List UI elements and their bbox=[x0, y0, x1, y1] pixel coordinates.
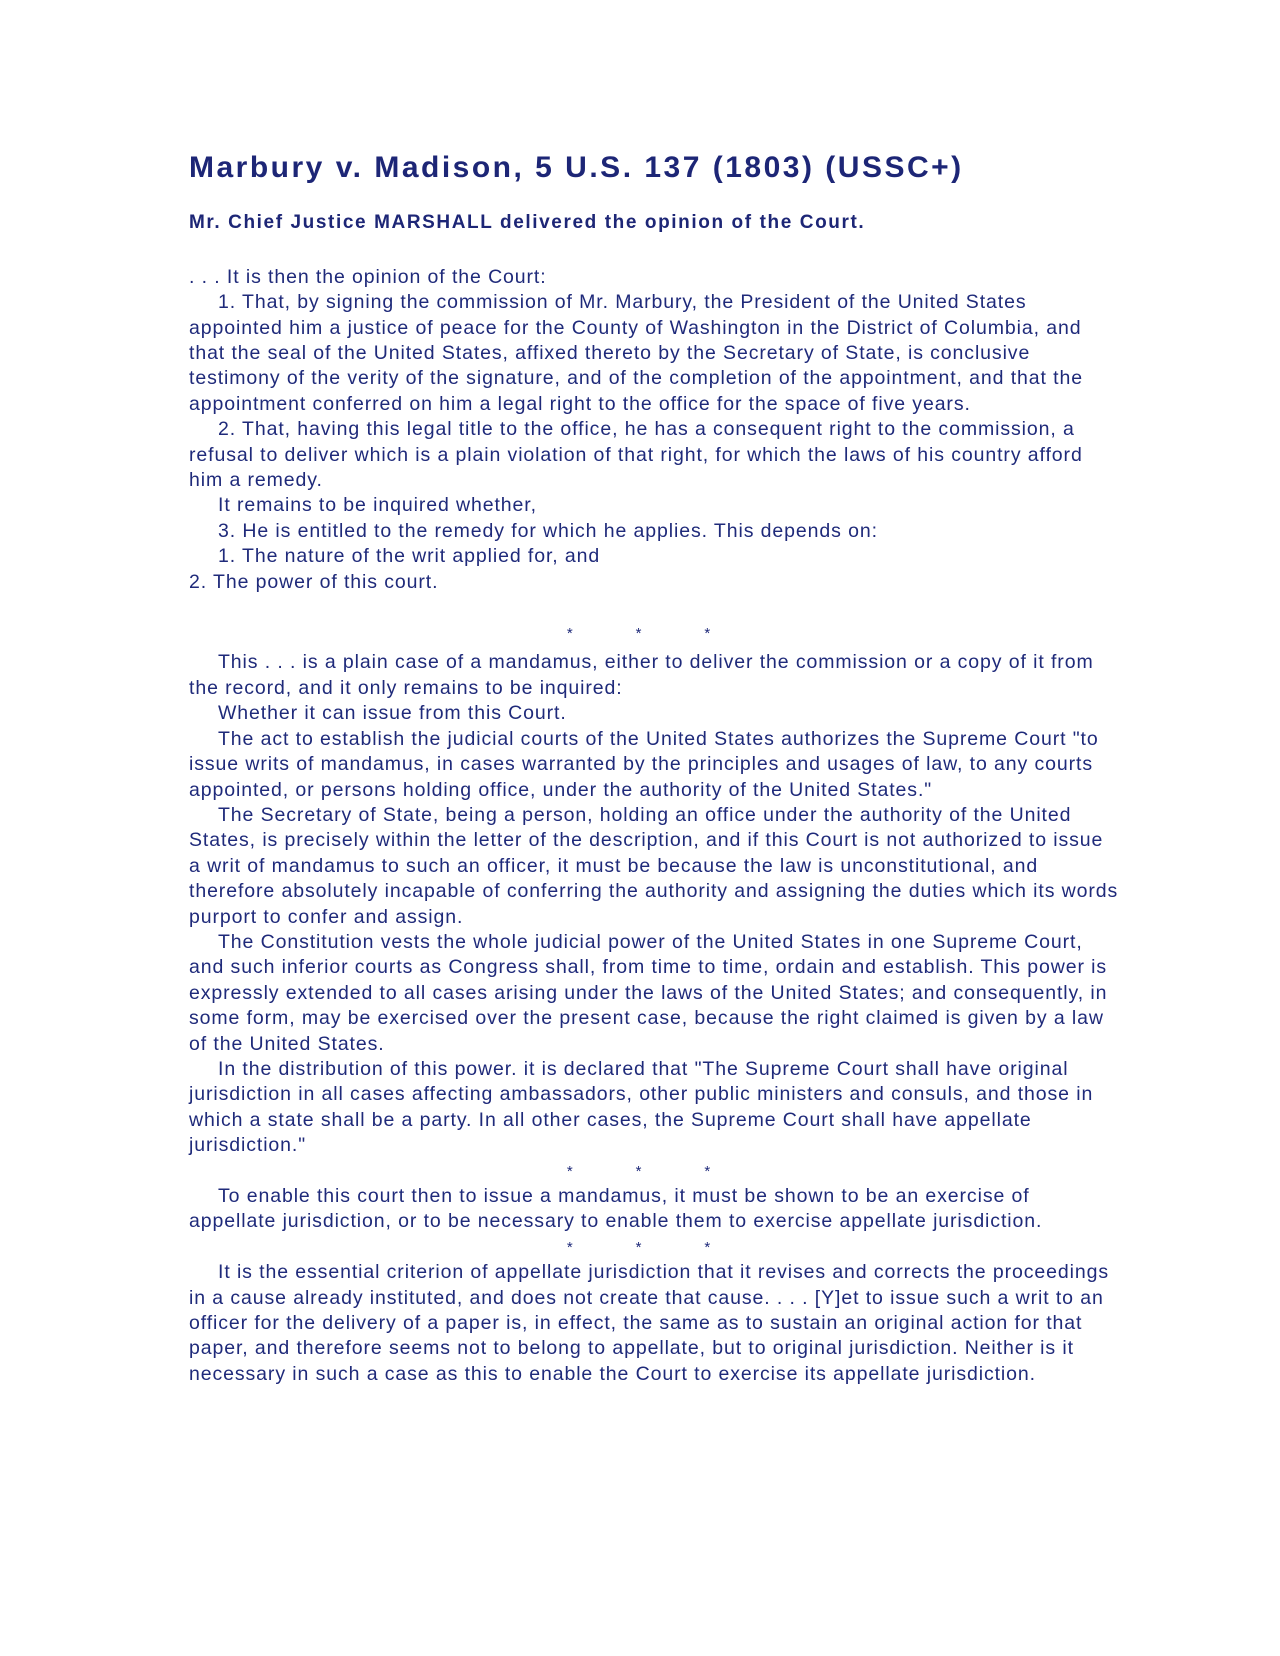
paragraph: 1. That, by signing the commission of Mr. Marbury, the President of the United States appointed him a justice of peace for the County of Washington in the District of Columbia, and that the seal of the United States, affixed thereto by the Secretary of State, is conclusive testimony of the verity of the signature, and of the completion of the appointment, and that the appointment conferred on him a legal right to the office for the space of five years. bbox=[189, 291, 1083, 415]
paragraph: The Secretary of State, being a person, holding an office under the authority of the United States, is precisely within the letter of the description, and if this Court is not authorized to issue a writ of mandamus to such an officer, it must be because the law is unconstitutional, and therefore absolutely incapable of conferring the authority and assigning the duties which its words purport to confer and assign. bbox=[189, 803, 1119, 928]
separator-star: * bbox=[635, 625, 643, 643]
separator-star: * bbox=[704, 1238, 712, 1256]
paragraph: . . . It is then the opinion of the Court: bbox=[189, 265, 547, 288]
section-separator bbox=[189, 621, 1119, 646]
separator-star: * bbox=[566, 1238, 574, 1256]
paragraph: 1. The nature of the writ applied for, and bbox=[218, 545, 601, 568]
paragraph: The act to establish the judicial courts of the United States authorizes the Supreme Court "to issue writs of mandamus, in cases warranted by the principles and usages of law, to any courts appointed, or persons holding office, under the authority of the United States." bbox=[189, 727, 1099, 801]
separator-star: * bbox=[566, 1162, 574, 1180]
separator-star: * bbox=[566, 625, 574, 643]
paragraph: It remains to be inquired whether, bbox=[218, 494, 537, 517]
paragraph: In the distribution of this power. it is declared that "The Supreme Court shall have original jurisdiction in all cases affecting ambassadors, other public ministers and consuls, and those in which a state shall be a party. In all other cases, the Supreme Court shall have appellate jurisdiction." bbox=[189, 1057, 1094, 1157]
separator-star: * bbox=[704, 1162, 712, 1180]
opinion-attribution: Mr. Chief Justice MARSHALL delivered the opinion of the Court. bbox=[189, 212, 866, 233]
paragraph: 2. The power of this court. bbox=[189, 570, 439, 593]
paragraph: Whether it can issue from this Court. bbox=[218, 702, 567, 725]
paragraph: It is the essential criterion of appellate jurisdiction that it revises and corrects the proceedings in a cause already instituted, and does not create that cause. . . . [Y]et to issue such a writ to an officer for the delivery of a paper is, in effect, the same as to sustain an original action for that paper, and therefore seems not to belong to appellate, but to original jurisdiction. Neither is it necessary in such a case as this to enable the Court to exercise its appellate jurisdiction. bbox=[189, 1261, 1109, 1385]
separator-star: * bbox=[635, 1238, 643, 1256]
page-title: Marbury v. Madison, 5 U.S. 137 (1803) (USSC+) bbox=[189, 151, 964, 184]
paragraph: 2. That, having this legal title to the office, he has a consequent right to the commission, a refusal to deliver which is a plain violation of that right, for which the laws of his country afford him a remedy. bbox=[189, 418, 1083, 492]
paragraph: This . . . is a plain case of a mandamus, either to deliver the commission or a copy of it from the record, and it only remains to be inquired: bbox=[189, 651, 1094, 699]
separator-star: * bbox=[704, 625, 712, 643]
paragraph: To enable this court then to issue a mandamus, it must be shown to be an exercise of appellate jurisdiction, or to be necessary to enable them to exercise appellate jurisdiction. bbox=[189, 1185, 1043, 1233]
document-page bbox=[189, 150, 1119, 1387]
opinion-body bbox=[189, 265, 1119, 1387]
paragraph: The Constitution vests the whole judicial power of the United States in one Supreme Court, and such inferior courts as Congress shall, from time to time, ordain and establish. This power is expressly extended to all cases arising under the laws of the United States; and consequently, in some form, may be exercised over the present case, because the right claimed is given by a law of the United States. bbox=[189, 930, 1108, 1055]
section-separator bbox=[189, 1159, 1119, 1184]
separator-star: * bbox=[635, 1162, 643, 1180]
paragraph: 3. He is entitled to the remedy for which he applies. This depends on: bbox=[218, 519, 878, 542]
section-separator bbox=[189, 1235, 1119, 1260]
